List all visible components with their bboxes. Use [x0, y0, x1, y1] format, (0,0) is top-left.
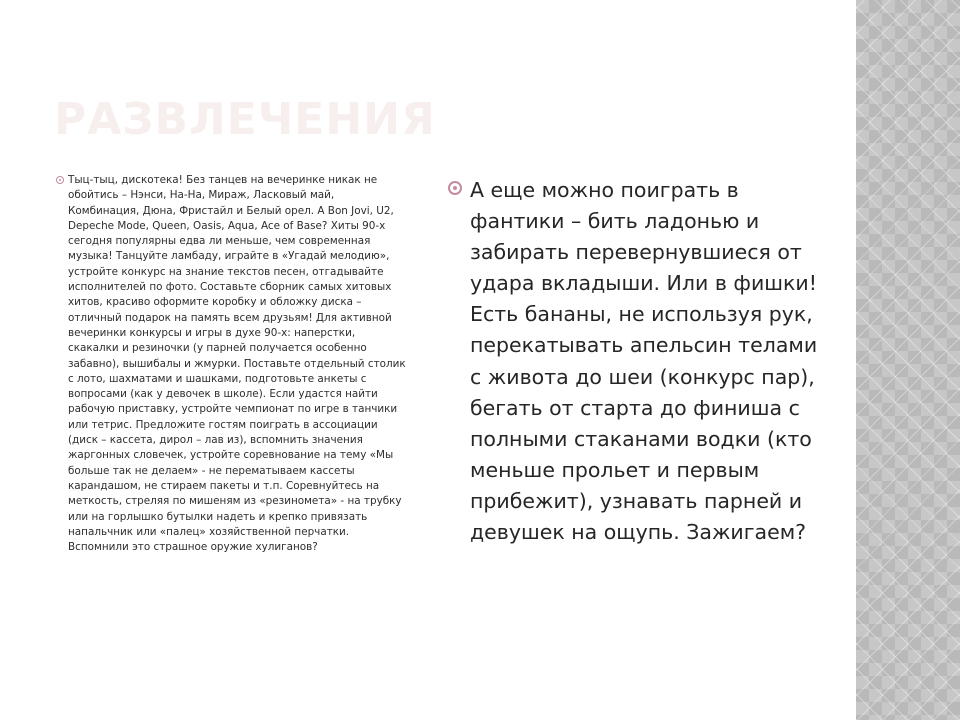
ring-bullet-icon — [448, 181, 462, 195]
right-column — [448, 175, 818, 548]
right-bullet-item — [448, 175, 818, 548]
left-bullet-item — [56, 173, 408, 555]
left-paragraph: Тыц-тыц, дискотека! Без танцев на вечеринке никак не обойтись – Нэнси, На-На, Мираж, Ласковый май, Комбинация, Дюна, Фристайл и Белый орел. А Bon Jovi, U2, Depeche Mode, Queen, Oasis, Aqua, Ace of Base? Хиты 90-х сегодня популярны едва ли меньше, чем современная музыка! Танцуйте ламбаду, играйте в «Угадай мелодию», устройте конкурс на знание текстов песен, отгадывайте исполнителей по фото. Составьте сборник самых хитовых хитов, красиво оформите коробку и обложку диска – отличный подарок на память всем друзьям! Для активной вечеринки конкурсы и игры в духе 90-х: наперстки, скакалки и резиночки (у парней получается особенно забавно), вышибалы и жмурки. Поставьте отдельный столик с лото, шахматами и шашками, подготовьте анкеты с вопросами (как у девочек в школе). Если удастся найти рабочую приставку, устройте чемпионат по игре в танчики или тетрис. Предложите гостям поиграть в ассоциации (диск – кассета, дирол – лав из), вспомнить значения жаргонных словечек, устройте соревнование на тему «Мы больше так не делаем» - не перематываем кассеты карандашом, не стираем пакеты и т.п. Соревнуйтесь на меткость, стреляя по мишеням из «резинометa» - на трубку или на горлышко бутылки надеть и крепко привязать напальчник или «палец» хозяйственной перчатки. Вспомнили это страшное оружие хулиганов? — [68, 174, 406, 554]
left-column — [56, 173, 408, 555]
right-paragraph: А еще можно поиграть в фантики – бить ладонью и забирать перевернувшиеся от удара вкладыши. Или в фишки! Есть бананы, не используя рук, перекатывать апельсин телами с живота до шеи (конкурс пар), бегать от старта до финиша с полными стаканами водки (кто меньше прольет и первым прибежит), узнавать парней и девушек на ощупь. Зажигаем? — [470, 178, 818, 545]
slide-title: РАЗВЛЕЧЕНИЯ — [54, 94, 436, 145]
ring-bullet-icon — [56, 176, 64, 184]
decorative-side-strip — [856, 0, 960, 720]
